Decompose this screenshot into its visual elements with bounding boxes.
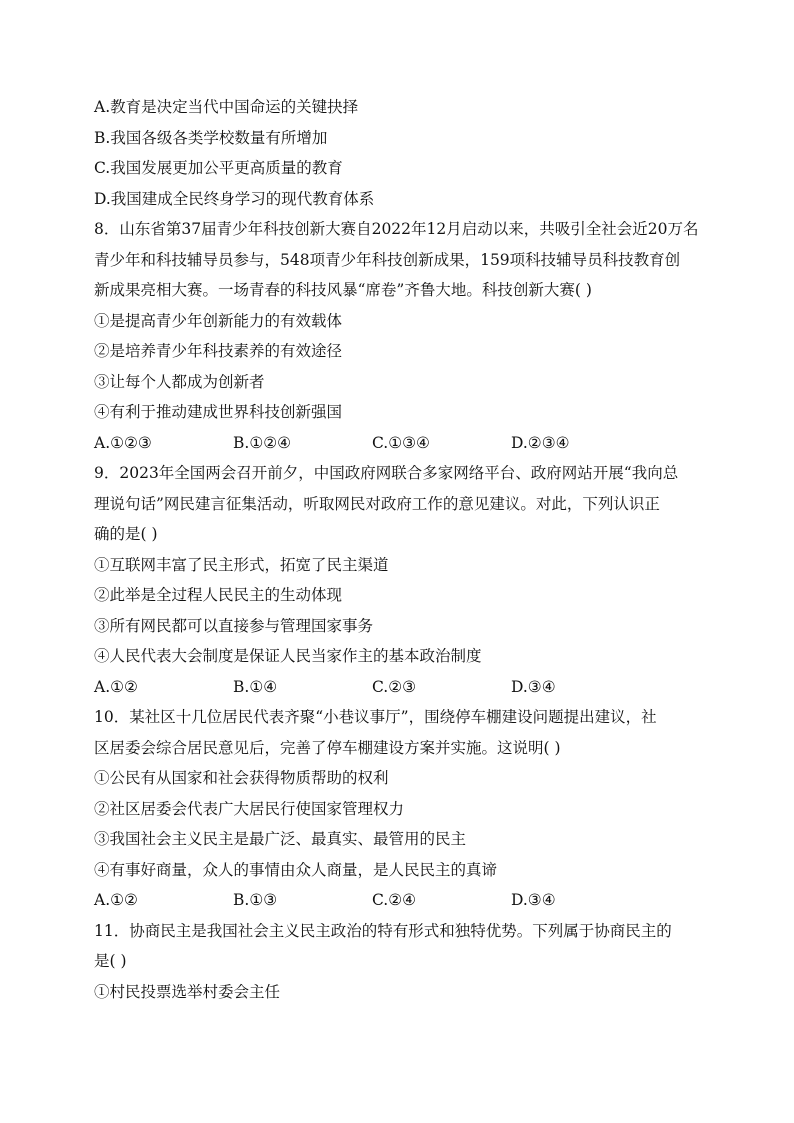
q10-choice-c[interactable]: C.②④ [372, 891, 417, 909]
q9-statement-1: ①互联网丰富了民主形式，拓宽了民主渠道 [94, 555, 389, 574]
q7-option-c: C.我国发展更加公平更高质量的教育 [94, 159, 343, 177]
q10-statement-4: ④有事好商量，众人的事情由众人商量，是人民民主的真谛 [94, 860, 498, 879]
q10-statement-2: ②社区居委会代表广大居民行使国家管理权力 [94, 799, 405, 818]
q8-statement-4: ④有利于推动建成世界科技创新强国 [94, 403, 343, 421]
q10-choices [94, 885, 706, 916]
q8-choice-b[interactable]: B.①②④ [233, 433, 292, 452]
q9-statement-3: ③所有网民都可以直接参与管理国家事务 [94, 616, 374, 635]
q8-stem-line-1: 8．山东省第37届青少年科技创新大赛自2022年12月启动以来，共吸引全社会近20万名 [94, 220, 699, 238]
q9-stem-line-3: 确的是( ) [94, 525, 158, 543]
q11-statement-1: ①村民投票选举村委会主任 [94, 982, 281, 1001]
question-7-options [94, 92, 706, 214]
q8-statement-3: ③让每个人都成为创新者 [94, 372, 265, 391]
q9-choice-b[interactable]: B.①④ [233, 677, 278, 696]
question-9 [94, 458, 706, 702]
exam-page [94, 92, 706, 1007]
q9-statement-2: ②此举是全过程人民民主的生动体现 [94, 586, 343, 604]
q8-choice-c[interactable]: C.①③④ [372, 433, 430, 452]
question-8 [94, 214, 706, 458]
q11-stem-line-1: 11．协商民主是我国社会主义民主政治的特有形式和独特优势。下列属于协商民主的 [94, 921, 672, 940]
q8-choice-a[interactable]: A.①②③ [94, 433, 152, 452]
q9-statement-4: ④人民代表大会制度是保证人民当家作主的基本政治制度 [94, 647, 482, 665]
q8-stem-line-3: 新成果亮相大赛。一场青春的科技风暴“席卷”齐鲁大地。科技创新大赛( ) [94, 281, 592, 299]
q9-choice-a[interactable]: A.①② [94, 677, 138, 696]
q9-choice-c[interactable]: C.②③ [372, 677, 417, 696]
q8-stem-line-2: 青少年和科技辅导员参与，548项青少年科技创新成果，159项科技辅导员科技教育创 [94, 250, 681, 269]
q7-option-a: A.教育是决定当代中国命运的关键抉择 [94, 98, 359, 116]
q10-choice-b[interactable]: B.①③ [233, 891, 278, 909]
q9-stem-line-2: 理说句话”网民建言征集活动，听取网民对政府工作的意见建议。对此，下列认识正 [94, 494, 660, 513]
q10-choice-a[interactable]: A.①② [94, 891, 138, 909]
q8-statement-1: ①是提高青少年创新能力的有效载体 [94, 311, 343, 330]
q8-statement-2: ②是培养青少年科技素养的有效途径 [94, 342, 343, 360]
question-10 [94, 702, 706, 916]
q7-option-d: D.我国建成全民终身学习的现代教育体系 [94, 189, 375, 208]
q8-choices [94, 428, 706, 459]
q9-choices [94, 672, 706, 703]
q11-stem-line-2: 是( ) [94, 952, 127, 970]
q7-option-b: B.我国各级各类学校数量有所增加 [94, 128, 328, 147]
q10-statement-3: ③我国社会主义民主是最广泛、最真实、最管用的民主 [94, 830, 467, 848]
q8-choice-d[interactable]: D.②③④ [511, 433, 570, 452]
q10-statement-1: ①公民有从国家和社会获得物质帮助的权利 [94, 769, 389, 787]
question-11 [94, 916, 706, 1008]
q10-choice-d[interactable]: D.③④ [511, 891, 556, 909]
q9-stem-line-1: 9．2023年全国两会召开前夕，中国政府网联合多家网络平台、政府网站开展“我向总 [94, 464, 679, 482]
q10-stem-line-2: 区居委会综合居民意见后，完善了停车棚建设方案并实施。这说明( ) [94, 738, 561, 757]
q10-stem-line-1: 10．某社区十几位居民代表齐聚“小巷议事厅”，围绕停车棚建设问题提出建议，社 [94, 708, 657, 726]
q9-choice-d[interactable]: D.③④ [511, 677, 556, 696]
